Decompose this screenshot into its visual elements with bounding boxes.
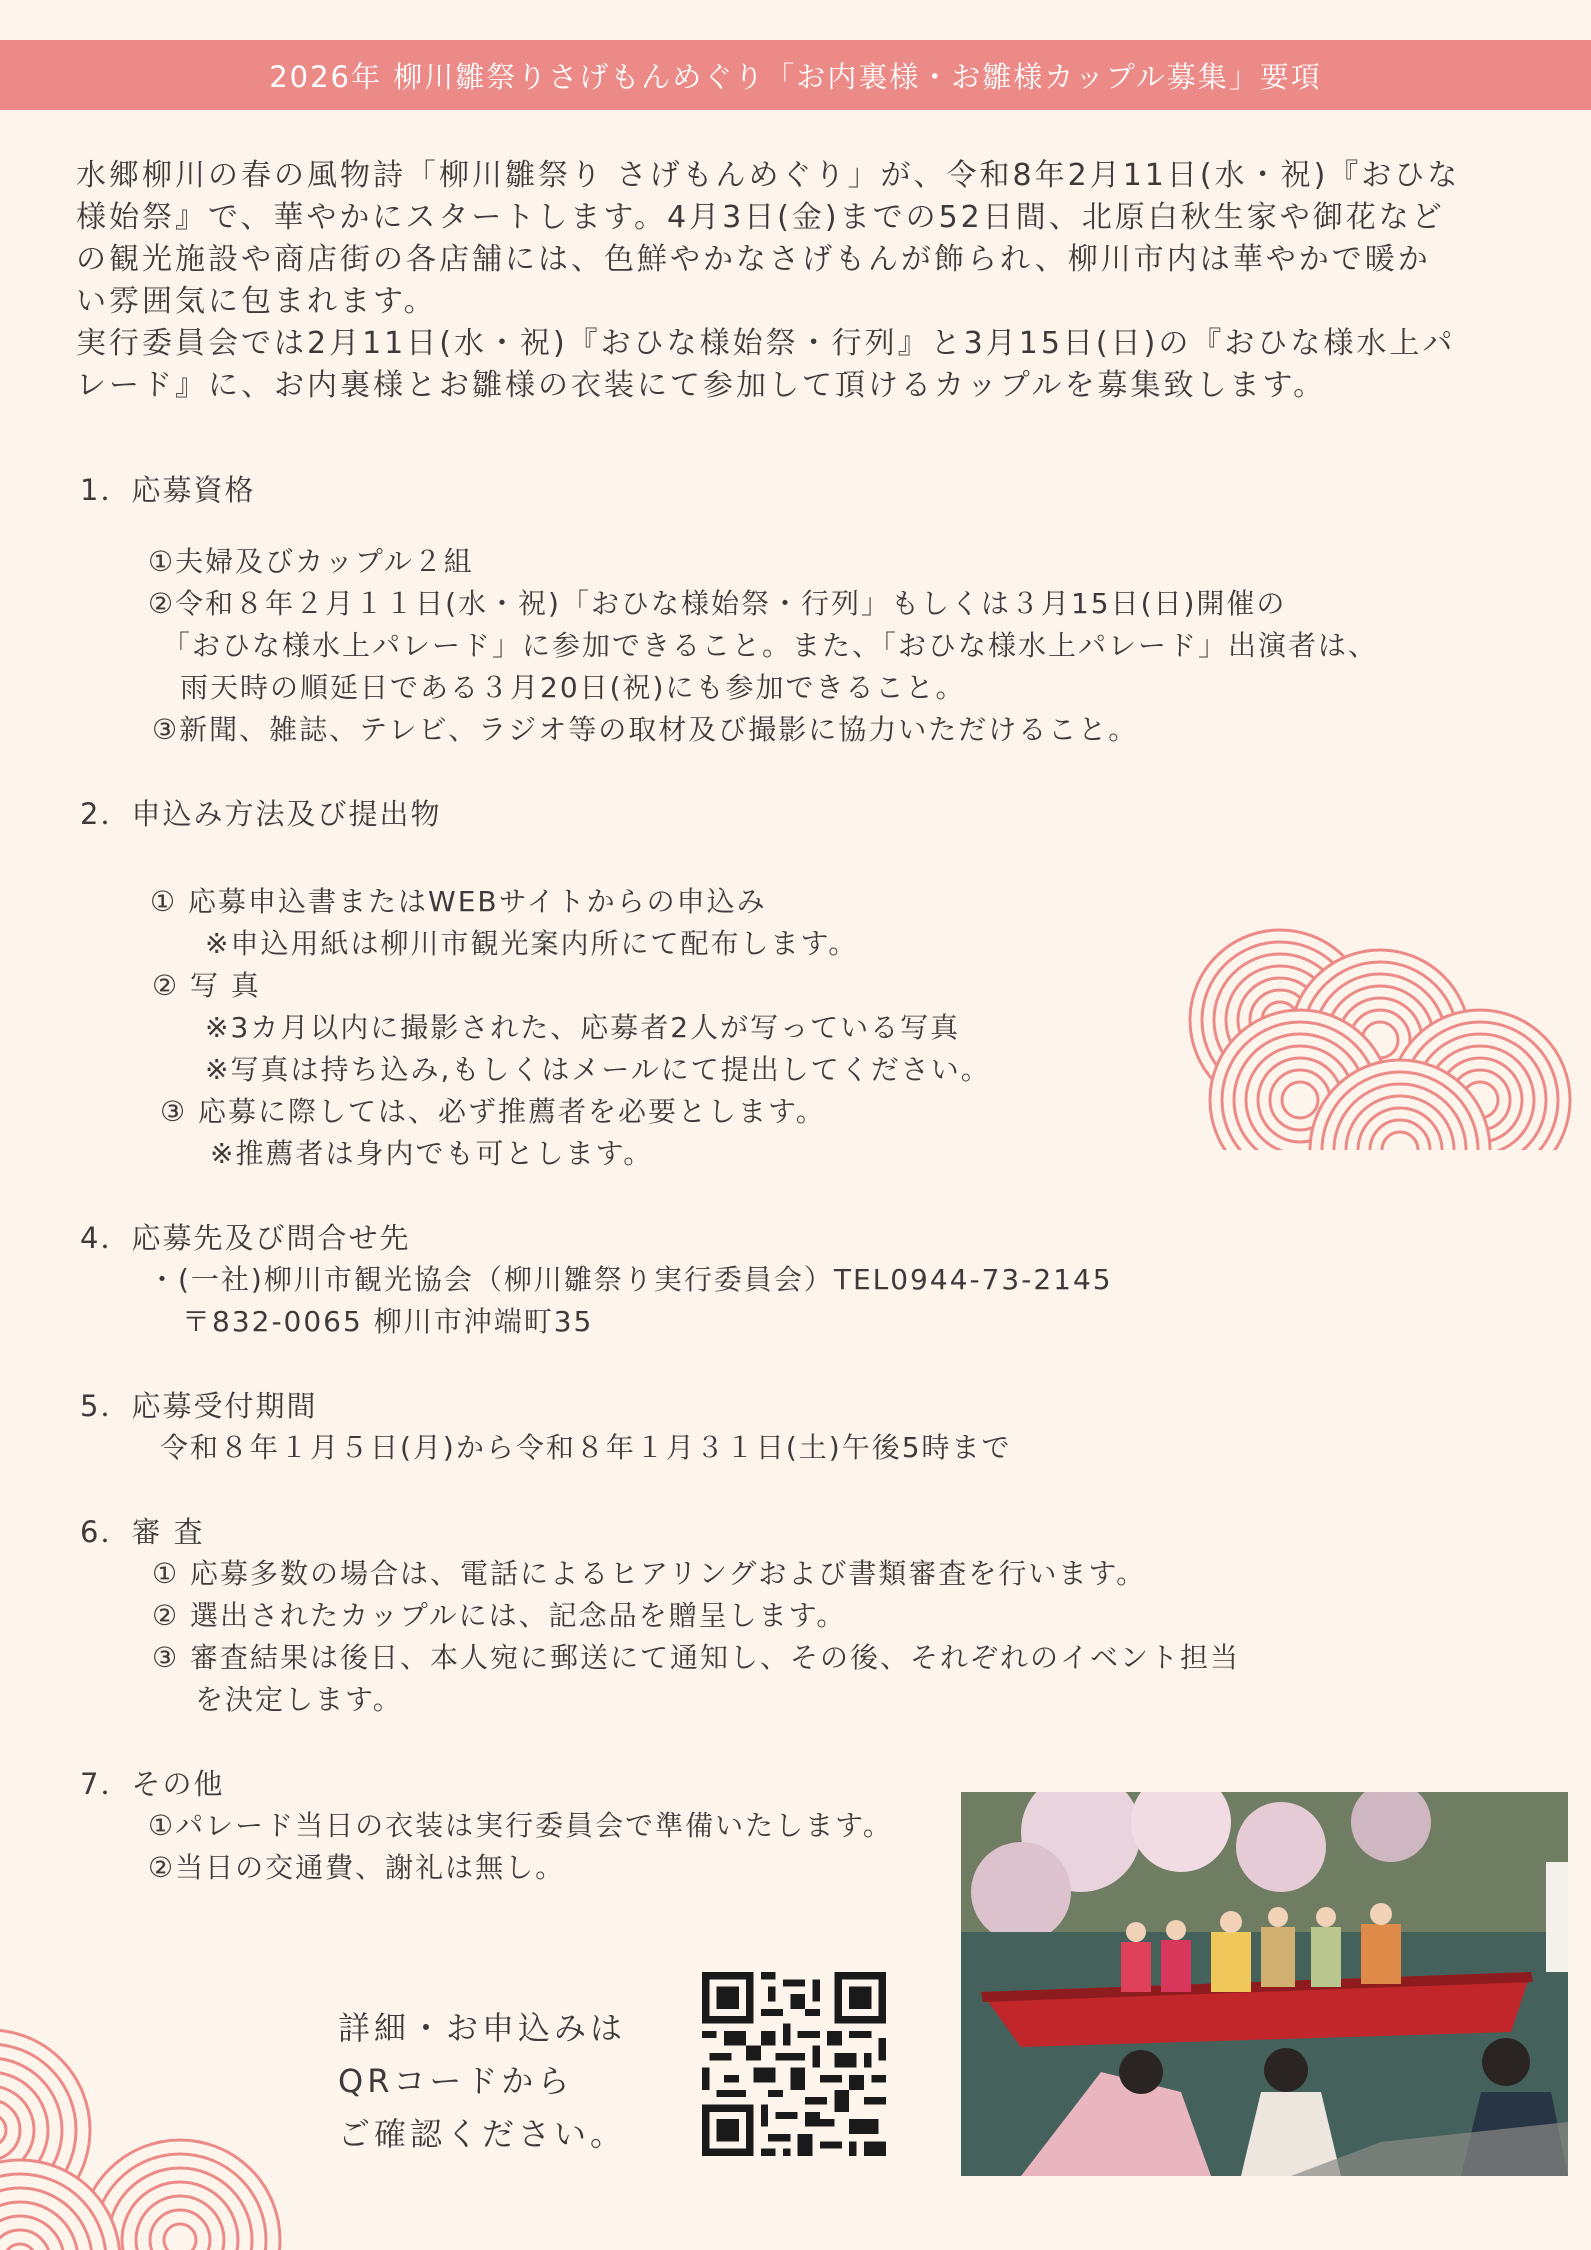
section-item: ② 写 真 bbox=[152, 969, 261, 1002]
parade-photo bbox=[961, 1792, 1568, 2176]
section-heading-other: 7．その他 bbox=[80, 1767, 225, 1801]
section-item: ① 応募多数の場合は、電話によるヒアリングおよび書類審査を行います。 bbox=[152, 1557, 1147, 1590]
section-item: ② 選出されたカップルには、記念品を贈呈します。 bbox=[152, 1599, 847, 1632]
section-item: ①パレード当日の衣装は実行委員会で準備いたします。 bbox=[148, 1809, 893, 1842]
section-item: ②当日の交通費、謝礼は無し。 bbox=[148, 1851, 566, 1884]
section-heading-contact: 4．応募先及び問合せ先 bbox=[80, 1221, 411, 1255]
wave-pattern-icon bbox=[1180, 910, 1580, 1150]
section-item: 〒832-0065 柳川市沖端町35 bbox=[182, 1305, 594, 1338]
section-item: ③ 応募に際しては、必ず推薦者を必要とします。 bbox=[160, 1095, 826, 1128]
page-title: 2026年 柳川雛祭りさげもんめぐり「お内裏様・お雛様カップル募集」要項 bbox=[269, 59, 1322, 94]
section-item: を決定します。 bbox=[195, 1683, 403, 1716]
section-heading-application: 2．申込み方法及び提出物 bbox=[80, 797, 442, 831]
section-item: 雨天時の順延日である３月20日(祝)にも参加できること。 bbox=[180, 671, 966, 704]
intro-line: レード』に、お内裏様とお雛様の衣装にて参加して頂けるカップルを募集致します。 bbox=[76, 368, 1327, 403]
section-item: ②令和８年２月１１日(水・祝)「おひな様始祭・行列」もしくは３月15日(日)開催の bbox=[148, 587, 1287, 620]
section-item: ※3カ月以内に撮影された、応募者2人が写っている写真 bbox=[205, 1011, 961, 1044]
qr-code[interactable] bbox=[702, 1972, 886, 2156]
section-item: ③ 審査結果は後日、本人宛に郵送にて通知し、その後、それぞれのイベント担当 bbox=[152, 1641, 1241, 1674]
intro-line: い雰囲気に包まれます。 bbox=[76, 284, 437, 319]
intro-line: 実行委員会では2月11日(水・祝)『おひな様始祭・行列』と3月15日(日)の『おひな様水上パ bbox=[76, 326, 1456, 361]
section-item: ③新聞、雑誌、テレビ、ラジオ等の取材及び撮影に協力いただけること。 bbox=[152, 713, 1139, 746]
boat-parade-illustration bbox=[961, 1792, 1568, 2176]
intro-line: 様始祭』で、華やかにスタートします。4月3日(金)までの52日間、北原白秋生家や御花など bbox=[76, 200, 1445, 235]
intro-line: 水郷柳川の春の風物詩「柳川雛祭り さげもんめぐり」が、令和8年2月11日(水・祝)『おひな bbox=[76, 158, 1461, 193]
wave-pattern-icon bbox=[0, 2020, 290, 2250]
section-item: 令和８年１月５日(月)から令和８年１月３１日(土)午後5時まで bbox=[160, 1431, 1012, 1464]
qr-caption-line: ご確認ください。 bbox=[338, 2115, 627, 2153]
section-item: ※申込用紙は柳川市観光案内所にて配布します。 bbox=[205, 927, 859, 960]
section-item: ※推薦者は身内でも可とします。 bbox=[210, 1137, 654, 1170]
intro-paragraph bbox=[76, 155, 1516, 407]
intro-line: の観光施設や商店街の各店舗には、色鮮やかなさげもんが飾られ、柳川市内は華やかで暖か bbox=[76, 242, 1431, 277]
title-banner bbox=[0, 40, 1591, 110]
section-heading-period: 5．応募受付期間 bbox=[80, 1389, 318, 1423]
section-heading-screening: 6．審 査 bbox=[80, 1515, 205, 1549]
section-heading-eligibility: 1．応募資格 bbox=[80, 473, 256, 507]
qr-caption-line: QRコードから bbox=[338, 2062, 574, 2100]
qr-caption-line: 詳細・お申込みは bbox=[338, 2009, 627, 2047]
section-item: ① 応募申込書またはWEBサイトからの申込み bbox=[150, 885, 767, 918]
section-item: ①夫婦及びカップル２組 bbox=[148, 545, 474, 578]
section-item: ・(一社)柳川市観光協会（柳川雛祭り実行委員会）TEL0944-73-2145 bbox=[148, 1263, 1113, 1296]
section-item: 「おひな様水上パレード」に参加できること。また、「おひな様水上パレード」出演者は、 bbox=[162, 629, 1379, 662]
section-item: ※写真は持ち込み,もしくはメールにて提出してください。 bbox=[205, 1053, 991, 1086]
